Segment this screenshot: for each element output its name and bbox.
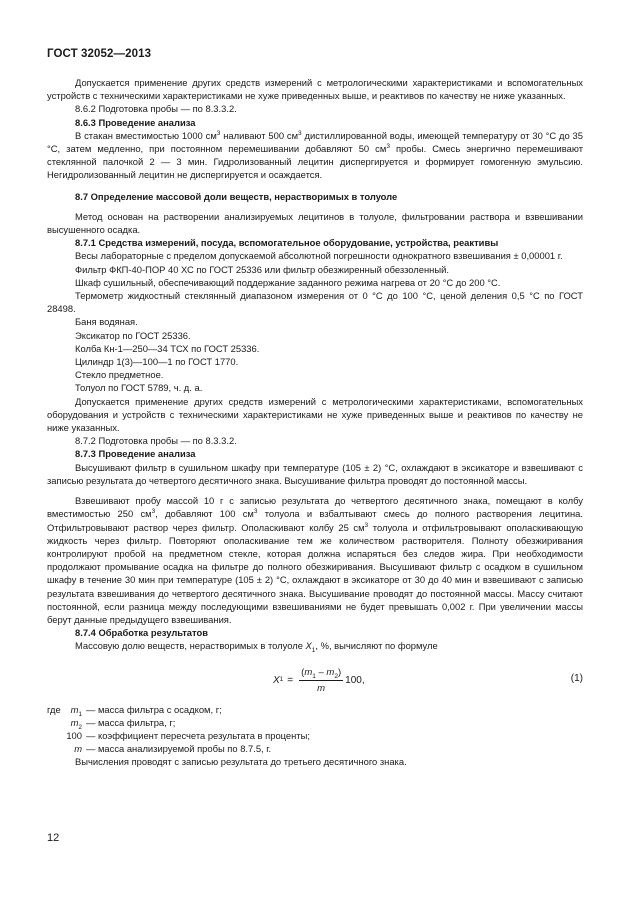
page-number: 12 xyxy=(47,832,60,844)
paragraph-8-7-3-b: Взвешивают пробу массой 10 г с записью результата до четвертого десятичного знака, помещают в колбу вместимостью 250 $см^3$, добавляют 100 $см^3$ толуола и взбалтывают смесь до полного растворения лецитина. Отфильтровывают раствор через фильтр. Ополаскивают колбу 25 $см^3$ толуола и отфильтровывают ополаскивающую жидкость через фильтр. Повторяют ополаскивание тем же количеством растворителя. Полноту обезжиривания контролируют пробой на предметном стекле, которая должна испаряться без следов жира. При необходимости продолжают промывание осадка на фильтре до полного обезжиривания. Высушивают фильтр с осадком в сушильном шкафу в течение 30 мин при температуре (105 ± 2) °С, охлаждают в эксикаторе от 30 до 40 мин и взвешивают с записью результата взвешивания до четвертого десятичного знака. Высушивание проводят до постоянной массы. Массу считают постоянной, если разница между последующими взвешиваниями не будет превышать 0,002 г. При увеличении массы берут данные предыдущего взвешивания. xyxy=(47,495,583,625)
equipment-item: Цилиндр 1(3)—100—1 по ГОСТ 1770. xyxy=(75,356,239,368)
equipment-item: Фильтр ФКП-40-ПОР 40 ХС по ГОСТ 25336 или фильтр обезжиренный обеззоленный. xyxy=(75,263,449,275)
section-heading-8-7: 8.7 Определение массовой доли веществ, нерастворимых в толуоле xyxy=(75,190,398,202)
paragraph-8-7-4-intro: Массовую долю веществ, нерастворимых в толуоле $X_1$, %, вычисляют по формуле xyxy=(75,640,438,655)
paragraph-8-7-3-a: Высушивают фильтр в сушильном шкафу при температуре (105 ± 2) °С, охлаждают в эксикаторе и взвешивают с записью результата до четвертого десятичного знака. Высушивание фильтра проводят до постоянной массы. xyxy=(47,461,583,486)
equipment-item: Шкаф сушильный, обеспечивающий поддержание заданного режима нагрева от 20 °С до 200 °С. xyxy=(75,276,501,288)
formula-1 xyxy=(47,662,583,696)
paragraph: Допускается применение других средств измерений с метрологическими характеристиками и вспомогательных устройств с техническими характеристиками не хуже приведенных выше, и реактивов по качеству не ниже указанных. xyxy=(47,77,583,102)
subsection-heading-8-6-3: 8.6.3 Проведение анализа xyxy=(75,116,196,128)
formula-number: (1) xyxy=(570,672,583,684)
equipment-item: Баня водяная. xyxy=(75,316,138,328)
equipment-item: Весы лабораторные с пределом допускаемой абсолютной погрешности однократного взвешивания ± 0,00001 г. xyxy=(75,250,563,262)
equipment-item: Колба Кн-1—250—34 ТСХ по ГОСТ 25336. xyxy=(75,342,260,354)
subsection-heading-8-7-1: 8.7.1 Средства измерений, посуда, вспомогательное оборудование, устройства, реактивы xyxy=(75,237,499,249)
equipment-item: Эксикатор по ГОСТ 25336. xyxy=(75,329,191,341)
subsection-8-6-2: 8.6.2 Подготовка пробы — по 8.3.3.2. xyxy=(75,103,237,115)
where-list-item: 100 — коэффициент пересчета результата в проценты; xyxy=(66,729,310,741)
subsection-heading-8-7-4: 8.7.4 Обработка результатов xyxy=(75,627,208,639)
doc-header: ГОСТ 32052—2013 xyxy=(47,48,152,60)
equipment-note: Допускается применение других средств измерений с метрологическими характеристиками, вспомогательных оборудования и устройств с техническими характеристиками не хуже приведенных выше и реактивов по качеству не ниже указанных. xyxy=(47,395,583,434)
where-list-item: m — масса анализируемой пробы по 8.7.5, г. xyxy=(74,743,272,755)
equipment-item: Стекло предметное. xyxy=(75,369,164,381)
paragraph-final: Вычисления проводят с записью результата до третьего десятичного знака. xyxy=(75,756,407,768)
paragraph-8-7-intro: Метод основан на растворении анализируемых лецитинов в толуоле, фильтровании раствора и взвешивании высушенного осадка. xyxy=(47,210,583,236)
formula-expression: X 1 = $\frac{(m_1 - m_2)}{m}$ 100, xyxy=(273,666,365,694)
where-list-item: где $m_1$ — масса фильтра с осадком, г; xyxy=(47,703,222,718)
equipment-item: Толуол по ГОСТ 5789, ч. д. а. xyxy=(75,382,203,394)
formula-fraction: $\frac{(m_1 - m_2)}{m}$ xyxy=(301,666,342,694)
document-body xyxy=(47,76,583,769)
paragraph-8-6-3: В стакан вместимостью 1000 $см^3$ наливают 500 $см^3$ дистиллированной воды, имеющей температуру от 30 °С до 35 °С, затем медленно, при постоянном перемешивании добавляют 50 $см^3$ пробы. Смесь энергично перемешивают стеклянной палочкой 2 — 3 мин. Гидролизованный лецитин диспергируется и формирует гомогенную эмульсию. Негидролизованный лецитин не диспергируется и осаждается. xyxy=(47,129,583,181)
equipment-item: Термометр жидкостный стеклянный диапазоном измерения от 0 °С до 100 °С, ценой деления 0,5 °С по ГОСТ 28498. xyxy=(47,290,583,315)
subsection-heading-8-7-3: 8.7.3 Проведение анализа xyxy=(75,448,196,460)
where-list-item: $m_2$ — масса фильтра, г; xyxy=(70,716,176,731)
subsection-8-7-2: 8.7.2 Подготовка пробы — по 8.3.3.2. xyxy=(75,435,237,447)
